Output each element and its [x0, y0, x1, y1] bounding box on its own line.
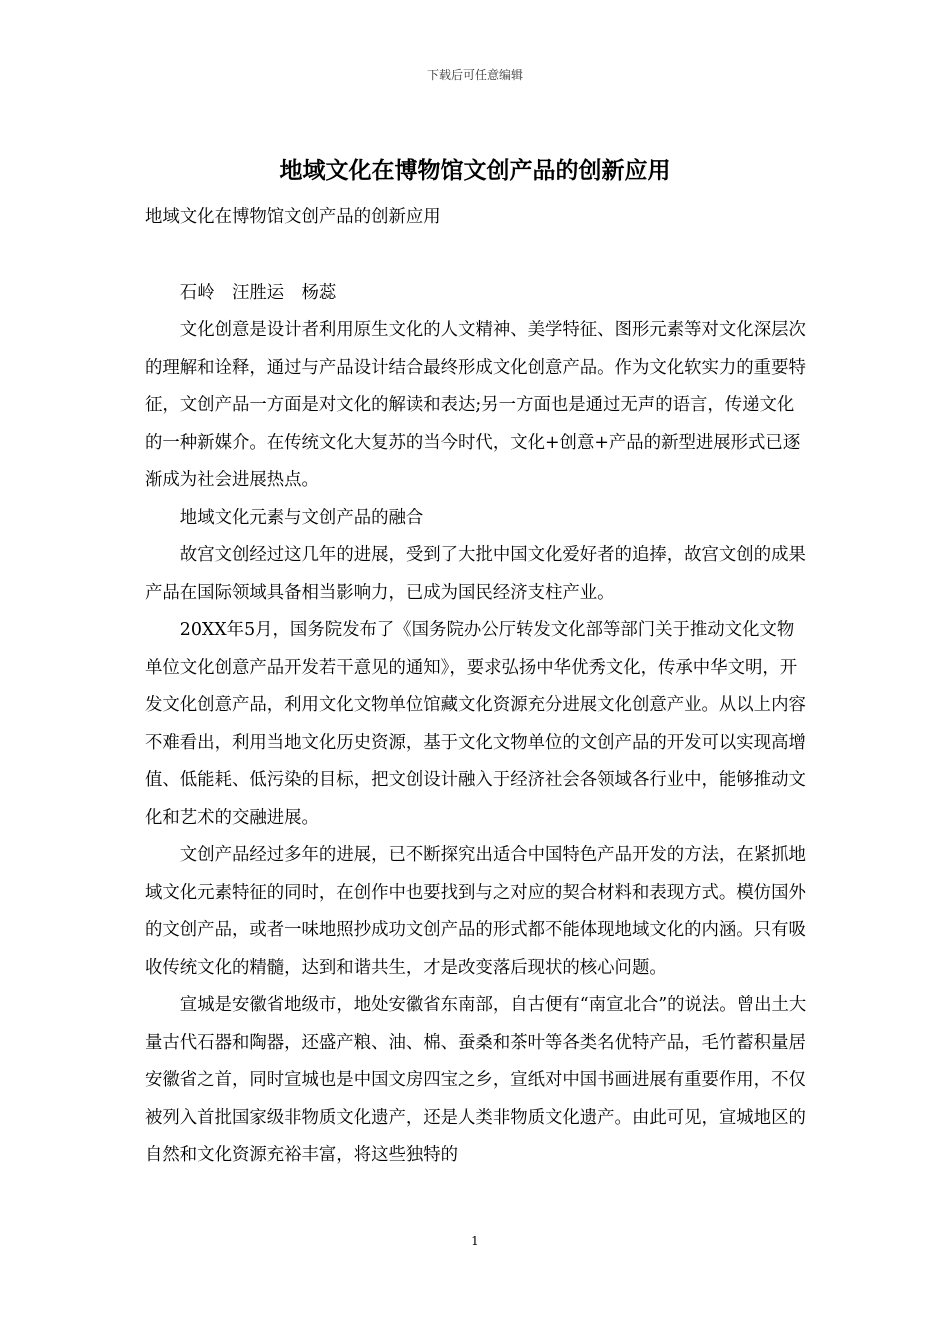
author-line: 石岭 汪胜运 杨蕊 [179, 282, 337, 303]
header-note: 下载后可任意编辑 [426, 68, 523, 82]
paragraph-xuancheng: 宣城是安徽省地级市，地处安徽省东南部，自古便有“南宣北合”的说法。曾出土大量古代石器和陶器，还盛产粮、油、棉、蚕桑和茶叶等各类名优特产品，毛竹蓄积量居安徽省之首，同时宣城也是中国文房四宝之乡，宣纸对中国书画进展有重要作用，不仅被列入首批国家级非物质文化遗产，还是人类非物质文化遗产。由此可见，宣城地区的自然和文化资源充裕丰富，将这些独特的 [145, 995, 807, 1165]
section-heading: 地域文化元素与文创产品的融合 [179, 507, 424, 528]
paragraph-state-council: 20XX年5月，国务院发布了《国务院办公厅转发文化部等部门关于推动文化文物单位文化创意产品开发若干意见的通知》，要求弘扬中华优秀文化，传承中华文明，开发文化创意产品，利用文化文物单位馆藏文化资源充分进展文化创意产业。从以上内容不难看出，利用当地文化历史资源，基于文化文物单位的文创产品的开发可以实现高增值、低能耗、低污染的目标，把文创设计融入于经济社会各领域各行业中，能够推动文化和艺术的交融进展。 [145, 620, 806, 828]
document-title: 地域文化在博物馆文创产品的创新应用 [279, 158, 671, 184]
document-subtitle: 地域文化在博物馆文创产品的创新应用 [145, 207, 441, 227]
page-number: 1 [471, 1234, 479, 1248]
paragraph-palace-museum: 故宫文创经过这几年的进展，受到了大批中国文化爱好者的追捧，故宫文创的成果产品在国际领域具备相当影响力，已成为国民经济支柱产业。 [145, 545, 806, 603]
blank-line [145, 237, 810, 275]
paragraph-development: 文创产品经过多年的进展，已不断探究出适合中国特色产品开发的方法，在紧抓地域文化元素特征的同时，在创作中也要找到与之对应的契合材料和表现方式。模仿国外的文创产品，或者一味地照抄成功文创产品的形式都不能体现地域文化的内涵。只有吸收传统文化的精髓，达到和谐共生，才是改变落后现状的核心问题。 [145, 845, 806, 978]
document-body [145, 199, 810, 1175]
paragraph-intro: 文化创意是设计者利用原生文化的人文精神、美学特征、图形元素等对文化深层次的理解和诠释，通过与产品设计结合最终形成文化创意产品。作为文化软实力的重要特征，文创产品一方面是对文化的解读和表达;另一方面也是通过无声的语言，传递文化的一种新媒介。在传统文化大复苏的当今时代，文化+创意+产品的新型进展形式已逐渐成为社会进展热点。 [145, 320, 806, 490]
